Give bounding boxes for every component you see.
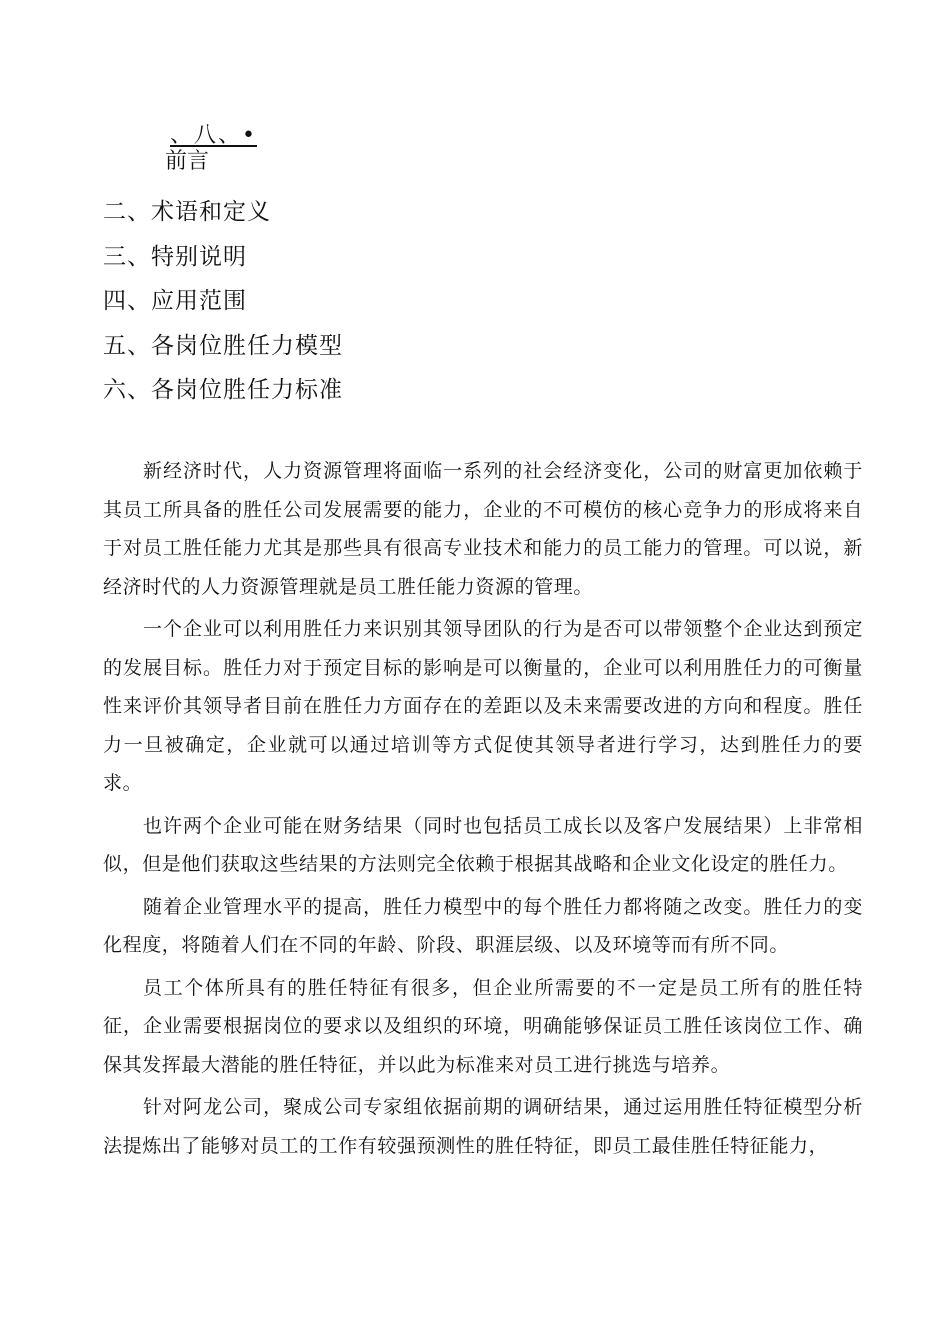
paragraph: 新经济时代，人力资源管理将面临一系列的社会经济变化，公司的财富更加依赖于其员工所具备的胜任公司发展需要的能力，企业的不可模仿的核心竞争力的形成将来自于对员工胜任能力尤其是那些具有很高专业技术和能力的员工能力的管理。可以说，新经济时代的人力资源管理就是员工胜任能力资源的管理。 bbox=[103, 460, 863, 598]
paragraph: 一个企业可以利用胜任力来识别其领导团队的行为是否可以带领整个企业达到预定的发展目标。胜任力对于预定目标的影响是可以衡量的，企业可以利用胜任力的可衡量性来评价其领导者目前在胜任力方面存在的差距以及未来需要改进的方向和程度。胜任力一旦被确定，企业就可以通过培训等方式促使其领导者进行学习，达到胜任力的要求。 bbox=[103, 618, 863, 794]
toc-heading-mark: 、八、• bbox=[170, 123, 257, 148]
paragraph: 也许两个企业可能在财务结果（同时也包括员工成长以及客户发展结果）上非常相似，但是他们获取这些结果的方法则完全依赖于根据其战略和企业文化设定的胜任力。 bbox=[103, 814, 863, 875]
toc-item-scope: 四、应用范围 bbox=[103, 288, 247, 314]
paragraph: 员工个体所具有的胜任特征有很多，但企业所需要的不一定是员工所有的胜任特征，企业需要根据岗位的要求以及组织的环境，明确能够保证员工胜任该岗位工作、确保其发挥最大潜能的胜任特征，并以此为标准来对员工进行挑选与培养。 bbox=[103, 976, 863, 1076]
paragraph: 随着企业管理水平的提高，胜任力模型中的每个胜任力都将随之改变。胜任力的变化程度，将随着人们在不同的年龄、阶段、职涯层级、以及环境等而有所不同。 bbox=[103, 895, 863, 956]
toc-preface: 前言 bbox=[165, 149, 210, 174]
table-of-contents bbox=[103, 190, 343, 413]
body-text bbox=[103, 452, 863, 1169]
toc-item-competency-model: 五、各岗位胜任力模型 bbox=[103, 332, 343, 359]
toc-item-competency-standard: 六、各岗位胜任力标准 bbox=[103, 377, 343, 403]
toc-item-special-notes: 三、特别说明 bbox=[103, 243, 247, 270]
paragraph: 针对阿龙公司，聚成公司专家组依据前期的调研结果，通过运用胜任特征模型分析法提炼出了能够对员工的工作有较强预测性的胜任特征，即员工最佳胜任特征能力， bbox=[103, 1096, 863, 1157]
toc-item-terms: 二、术语和定义 bbox=[103, 199, 271, 225]
